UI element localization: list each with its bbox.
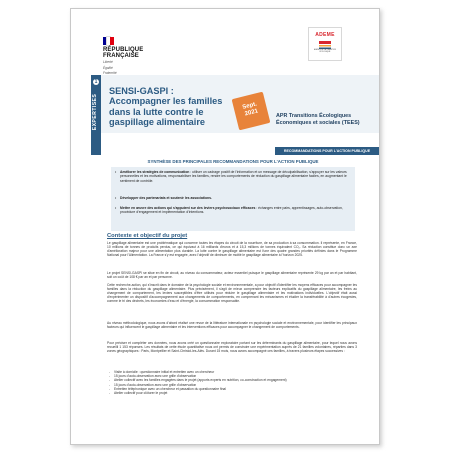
recommendation-bold: Développer des partenariats et soutenir les associations.	[120, 196, 212, 200]
program-title: APR Transitions Écologiques Économiques et sociales (TEES)	[276, 113, 360, 126]
republic-line-2: FRANÇAISE	[103, 53, 139, 59]
recommendation-bold: Améliorer les stratégies de communication	[120, 170, 190, 174]
motto-egalite: Égalité	[103, 65, 113, 70]
ademe-emblem-icon	[318, 40, 332, 50]
list-item: - Entretien téléphonique avec un chercheur et passation du questionnaire final	[109, 387, 355, 391]
recommendation-item	[115, 196, 351, 200]
paragraph: Au niveau méthodologique, nous avons d'abord réalisé une revue de la littérature internationale en psychologie sociale et environnementale, pour identifier les principaux facteurs qui influencent le gaspillage alimentaire et les interventions efficaces pour accompagner le changement de comportements.	[107, 321, 357, 330]
french-flag-icon	[103, 37, 114, 45]
list-item: - 15 jours d'auto-observation avec une grille d'observation	[109, 383, 355, 387]
paragraph: Le projet SENSI-GASPI se situe en fin de circuit, au niveau du consommateur, acteur essentiel puisque le gaspillage alimentaire représente 29 kg par an et par habitant, soit un coût de 108 € par an et par personne.	[107, 271, 357, 280]
document-title: SENSI-GASPI : Accompagner les familles dans la lutte contre le gaspillage alimentaire	[109, 86, 223, 128]
paragraph: Pour préciser et compléter ces données, nous avons créé un questionnaire exploratoire portant sur les déterminants du gaspillage alimentaire, pour lequel nous avons recueilli 1 153 réponses. Les résultats de cette étude quantitative nous ont permis de construire une expérimentation auprès de 21 familles volontaires, réparties dans 3 zones géographiques : Paris, Montpellier et Saint-Christol-les-Alès. Durant 15 mois, nous avons accompagné ces familles, à travers plusieurs étapes successives :	[107, 341, 357, 354]
date-month: Sept.	[241, 101, 258, 111]
expertises-tab-label: EXPERTISES	[92, 93, 98, 131]
recommendations-bar: RECOMMANDATIONS POUR L'ACTION PUBLIQUE	[275, 147, 379, 155]
list-item: - Atelier collectif avec les familles engagées dans le projet (apports experts en nutrition, co-construction et engagement)	[109, 378, 355, 382]
recommendation-item	[115, 206, 351, 215]
paragraph: Le gaspillage alimentaire est une problématique qui concerne toutes les étapes du circuit de la nourriture, de sa production à sa consommation. Il représente, en France, 10 millions de tonnes de produits perdus, ce qui équivaut à 16 milliards d'euros et à 15,3 millions de tonnes équivalent CO₂. Sa réduction constitue donc un axe d'amélioration majeur pour une alimentation plus durable. La lutte contre le gaspillage alimentaire est l'une des quatre grandes priorités définies dans le Programme National pour l'Alimentation. La France s'y est engagée, avec l'objectif de diminuer de moitié le gaspillage alimentaire à l'horizon 2025.	[107, 241, 357, 258]
ademe-tagline: AGENCE DE LA TRANSITION ÉCOLOGIQUE	[314, 50, 336, 53]
steps-list	[109, 370, 355, 395]
recommendation-bold: Mettre en œuvre des actions qui s'appuient sur des leviers psychosociaux efficaces	[120, 206, 256, 210]
ademe-name: ADEME	[315, 32, 335, 38]
synthesis-subtitle: SYNTHÈSE DES PRINCIPALES RECOMMANDATIONS POUR L'ACTION PUBLIQUE	[147, 159, 319, 164]
document-page	[70, 8, 380, 445]
motto-fraternite: Fraternité	[103, 71, 117, 76]
recommendation-text: : utiliser un cadrage positif de l'information et un message de déculpabilisation, s'appuyer sur les valeurs personnelles et les motivations, responsabiliser les familles, rendre les comportements de réduction du gaspillage alimentaire faciles, en augmentant le sentiment de contrôle.	[120, 170, 347, 183]
date-year: 2021	[244, 108, 259, 118]
tab-number: 1	[94, 79, 98, 85]
bullet-icon: •	[115, 170, 117, 174]
motto-liberte: Liberté	[103, 60, 113, 64]
section-heading: Contexte et objectif du projet	[107, 233, 188, 239]
list-item: - Atelier collectif pour clôturer le projet	[109, 391, 355, 395]
paragraph: Cette recherche-action, qui s'inscrit dans le domaine de la psychologie sociale et environnementale, a pour objectif d'identifier les moyens efficaces pour accompagner les familles dans la réduction du gaspillage alimentaire. Plus précisément, il s'agit de mieux comprendre les facteurs explicatifs du gaspillage alimentaire, les freins au changement de comportement, les leviers susceptibles d'être utilisés pour réduire le gaspillage alimentaire et les motivations individuelles. L'objectif était aussi d'expérimenter un dispositif d'accompagnement aux changements de comportements, en comprenant les mécanismes et étudier la transférabilité à d'autres écogestes, comme le tri des déchets, les économies d'eau et d'énergie, la consommation responsable.	[107, 283, 357, 304]
list-item: - Visite à domicile : questionnaire initial et entretien avec un chercheur	[109, 370, 355, 374]
list-item: - 15 jours d'auto-observation avec une grille d'observation	[109, 374, 355, 378]
recommendation-text: : échanges entre pairs, apprentissages, auto-observation, procédure d'engagement et implémentation d'intentions.	[120, 206, 343, 215]
bullet-icon: •	[115, 206, 117, 210]
republique-francaise-logo	[103, 37, 163, 76]
republic-line-1: RÉPUBLIQUE	[103, 47, 144, 53]
recommendation-item	[115, 170, 351, 183]
ademe-logo	[308, 27, 342, 61]
bullet-icon: •	[115, 196, 117, 200]
